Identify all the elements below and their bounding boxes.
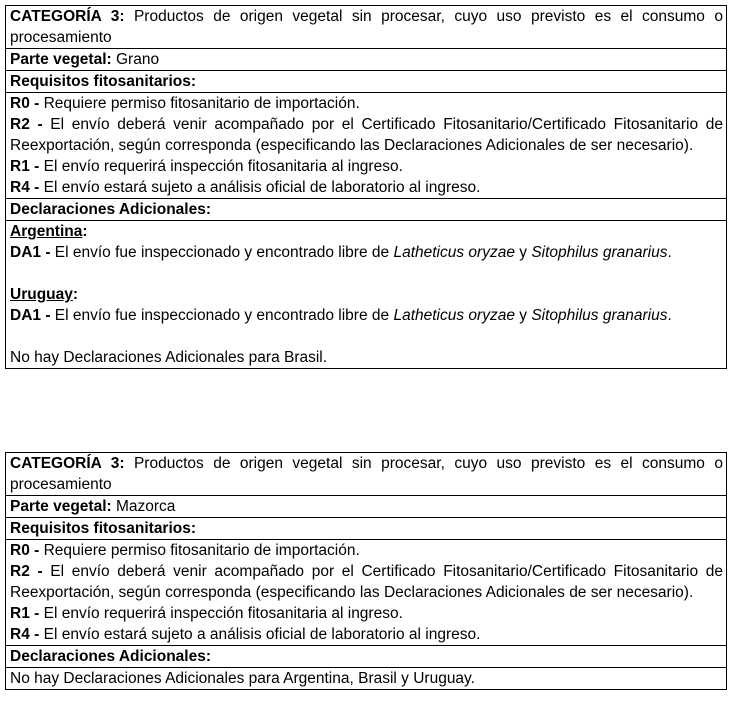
requirement-item [10,540,723,561]
requirement-item [10,93,723,114]
country-colon: : [72,286,79,303]
country-colon: : [82,223,88,240]
requirement-code: R4 - [10,626,40,643]
category-text: Productos de origen vegetal sin procesar, cuyo uso previsto es el consumo o procesamiento [10,455,723,493]
requirement-code: R2 - [10,563,43,580]
country-heading-uruguay [10,284,723,305]
period: . [667,307,672,324]
plant-part-label: Parte vegetal: [10,51,112,68]
declaration-item [10,242,723,263]
requirement-text: El envío deberá venir acompañado por el Certificado Fitosanitario/Certificado Fitosanitario de Reexportación, según corresponda (especificando las Declaraciones Adicionales de ser necesario). [10,116,723,154]
requirement-code: R0 - [10,542,40,559]
requirement-item [10,156,723,177]
requirement-text: El envío requerirá inspección fitosanitaria al ingreso. [43,605,403,622]
category-text: Productos de origen vegetal sin procesar, cuyo uso previsto es el consumo o procesamiento [10,8,723,46]
period: . [667,244,672,261]
species-name: Latheticus oryzae [393,307,515,324]
category-row [6,6,726,48]
requirement-text: El envío requerirá inspección fitosanitaria al ingreso. [43,158,403,175]
species-name: Sitophilus granarius [531,244,668,261]
category-row [6,453,726,495]
requirement-item [10,561,723,603]
requirements-list [6,539,726,645]
requirement-code: R1 - [10,605,40,622]
declaration-text: El envío fue inspeccionado y encontrado libre de [54,244,390,261]
closing-note: No hay Declaraciones Adicionales para Argentina, Brasil y Uruguay. [6,667,726,689]
country-name: Argentina [10,223,83,240]
plant-part-value: Mazorca [115,498,176,515]
requirement-code: R1 - [10,158,40,175]
requirements-list [6,92,726,198]
declarations-heading: Declaraciones Adicionales: [6,198,726,220]
declaration-code: DA1 - [10,307,51,324]
connector: y [519,307,528,324]
declarations-heading: Declaraciones Adicionales: [6,645,726,667]
plant-part-label: Parte vegetal: [10,498,112,515]
connector: y [519,244,528,261]
requirement-code: R0 - [10,95,40,112]
requirement-item [10,114,723,156]
requirement-text: El envío deberá venir acompañado por el Certificado Fitosanitario/Certificado Fitosanitario de Reexportación, según corresponda (especificando las Declaraciones Adicionales de ser necesario). [10,563,723,601]
declaration-code: DA1 - [10,244,51,261]
requirement-text: Requiere permiso fitosanitario de importación. [43,542,360,559]
requirement-code: R4 - [10,179,40,196]
requirement-item [10,603,723,624]
category-table-mazorca [5,452,727,690]
category-table-grano [5,5,727,369]
spacer [10,263,723,284]
requirement-item [10,624,723,645]
species-name: Sitophilus granarius [531,307,668,324]
requirements-heading: Requisitos fitosanitarios: [6,70,726,92]
requirements-heading: Requisitos fitosanitarios: [6,517,726,539]
plant-part-row [6,495,726,517]
plant-part-row [6,48,726,70]
closing-note: No hay Declaraciones Adicionales para Brasil. [10,349,328,366]
plant-part-value: Grano [115,51,160,68]
declaration-text: El envío fue inspeccionado y encontrado libre de [54,307,390,324]
requirement-item [10,177,723,198]
country-heading-argentina [10,221,723,242]
category-label: CATEGORÍA 3: [10,8,125,25]
category-label: CATEGORÍA 3: [10,455,125,472]
requirement-text: El envío estará sujeto a análisis oficial de laboratorio al ingreso. [43,626,481,643]
spacer [10,326,723,347]
requirement-text: El envío estará sujeto a análisis oficial de laboratorio al ingreso. [43,179,481,196]
requirement-text: Requiere permiso fitosanitario de importación. [43,95,360,112]
declaration-item [10,305,723,326]
country-name: Uruguay [10,286,73,303]
declarations-body [6,220,726,368]
requirement-code: R2 - [10,116,43,133]
species-name: Latheticus oryzae [393,244,515,261]
